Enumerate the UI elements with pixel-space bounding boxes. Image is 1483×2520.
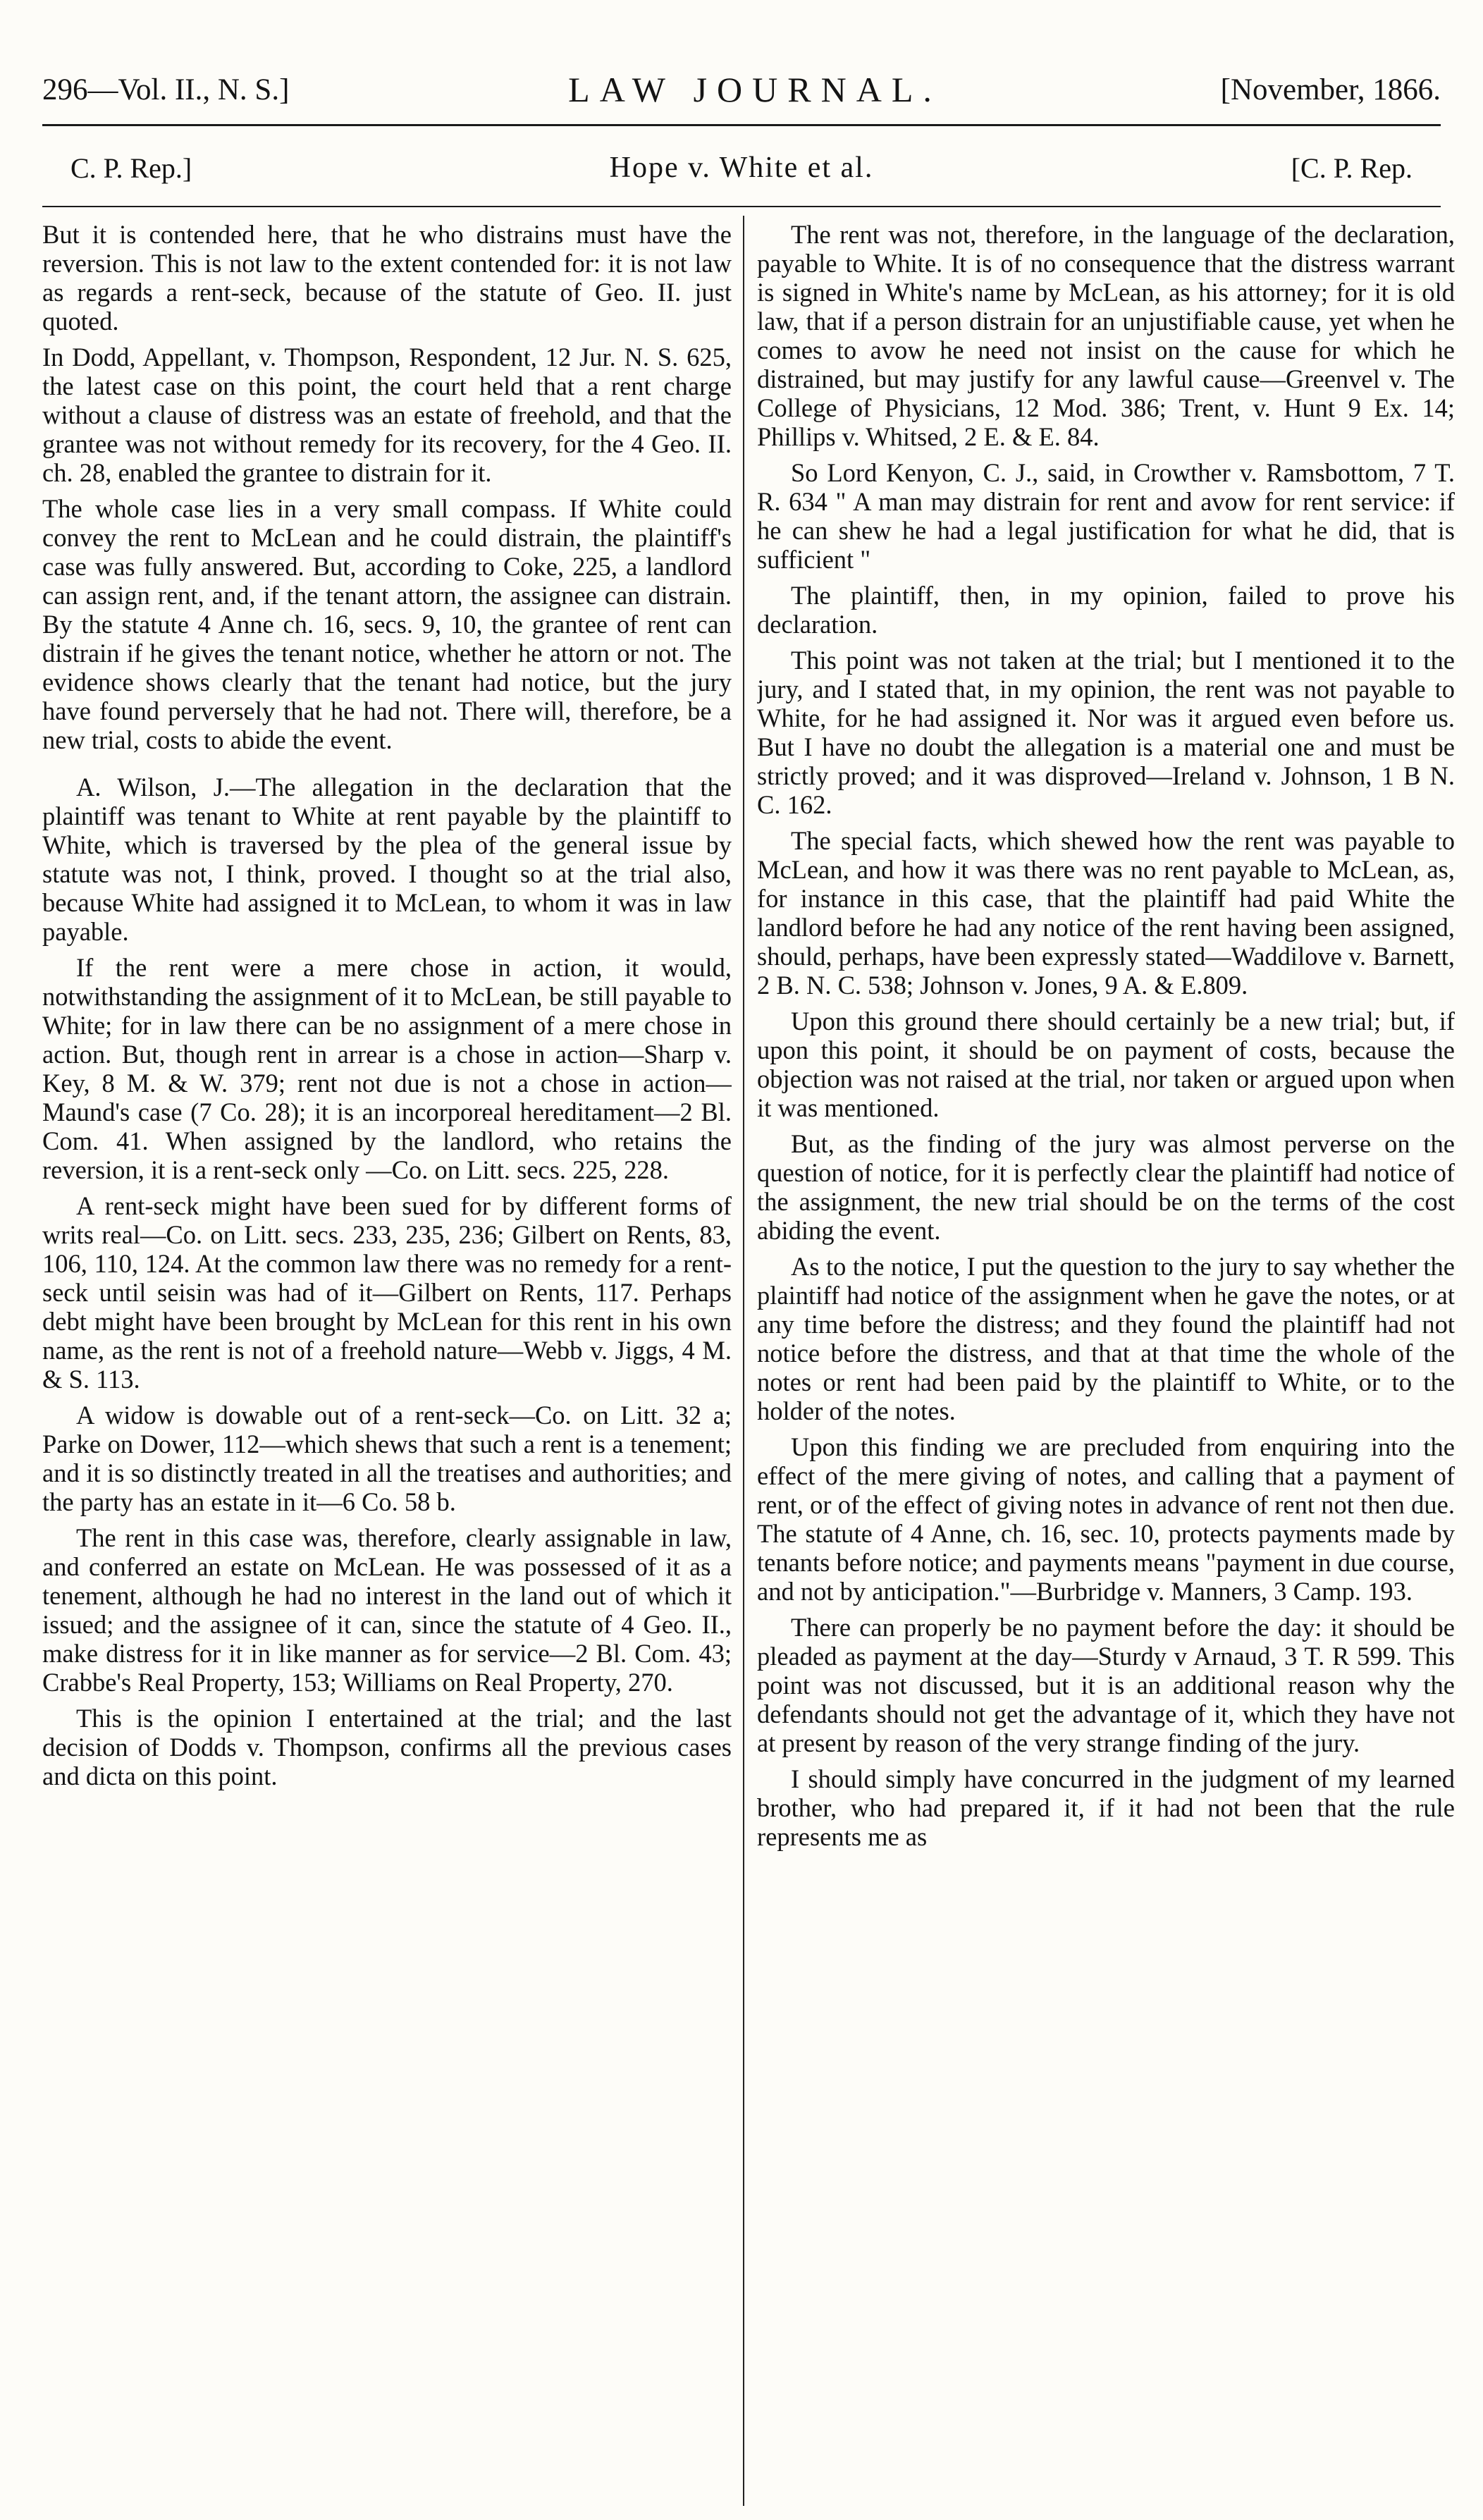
paragraph: The plaintiff, then, in my opinion, failed to prove his declaration. (757, 581, 1455, 639)
paragraph: Upon this finding we are precluded from enquiring into the effect of the mere giving of notes, and calling that a payment of rent, or of the effect of giving notes in advance of rent not then due. The statute of 4 Anne, ch. 16, sec. 10, protects payments made by tenants before notice; and payments means "payment in due course, and not by anticipation."—Burbridge v. Manners, 3 Camp. 193. (757, 1432, 1455, 1606)
paragraph: So Lord Kenyon, C. J., said, in Crowther v. Ramsbottom, 7 T. R. 634 " A man may distrain for rent and avow for rent service: if he can shew he had a legal justification for what he did, that is sufficient " (757, 458, 1455, 574)
column-divider (743, 216, 744, 2506)
paragraph: As to the notice, I put the question to the jury to say whether the plaintiff had notice of the assignment when he gave the notes, or at any time before the distress; and they found the plaintiff had not notice before the distress, and that at that time the whole of the notes or rent had been paid by the plaintiff to White, or to the holder of the notes. (757, 1252, 1455, 1425)
paragraph: A rent-seck might have been sued for by different forms of writs real—Co. on Litt. secs. 233, 235, 236; Gilbert on Rents, 83, 106, 110, 124. At the common law there was no remedy for a rent-seck until seisin was had of it—Gilbert on Rents, 117. Perhaps debt might have been brought by McLean for this rent in his own name, as the rent is not of a freehold nature—Webb v. Jiggs, 4 M. & S. 113. (42, 1191, 732, 1394)
page-masthead (42, 65, 1441, 114)
paragraph: The rent was not, therefore, in the language of the declaration, payable to White. It is of no consequence that the distress warrant is signed in White's name by McLean, as his attorney; for it is old law, that if a person distrain for an unjustifiable cause, yet when he comes to avow he need not insist on the cause for which he distrained, but may justify for any lawful cause—Greenvel v. The College of Physicians, 12 Mod. 386; Trent, v. Hunt 9 Ex. 14; Phillips v. Whitsed, 2 E. & E. 84. (757, 220, 1455, 451)
paragraph: The special facts, which shewed how the rent was payable to McLean, and how it was there was no rent payable to McLean, as, for instance in this case, that the plaintiff had paid White the landlord before he had any notice of the rent having been assigned, should, perhaps, have been expressly stated—Waddilove v. Barnett, 2 B. N. C. 538; Johnson v. Jones, 9 A. & E.809. (757, 826, 1455, 1000)
running-head (70, 147, 1413, 189)
report-section-right: [C. P. Rep. (1291, 152, 1413, 184)
paragraph: There can properly be no payment before the day: it should be pleaded as payment at the day—Sturdy v Arnaud, 3 T. R 599. This point was not discussed, but it is an additional reason why the defendants should not get the advantage of it, which they have not at present by reason of the very strange finding of the jury. (757, 1613, 1455, 1757)
paragraph: The whole case lies in a very small compass. If White could convey the rent to McLean and he could distrain, the plaintiff's case was fully answered. But, according to Coke, 225, a landlord can assign rent, and, if the tenant attorn, the assignee can distrain. By the statute 4 Anne ch. 16, secs. 9, 10, the grantee of rent can distrain if he gives the tenant notice, whether he attorn or not. The evidence shows clearly that the tenant had notice, but the jury have found perversely that he had not. There will, therefore, be a new trial, costs to abide the event. (42, 494, 732, 754)
paragraph: But it is contended here, that he who distrains must have the reversion. This is not law to the extent contended for: it is not law as regards a rent-seck, because of the statute of Geo. II. just quoted. (42, 220, 732, 336)
paragraph: A widow is dowable out of a rent-seck—Co. on Litt. 32 a; Parke on Dower, 112—which shews that such a rent is a tenement; and it is so distinctly treated in all the treatises and authorities; and the party has an estate in it—6 Co. 58 b. (42, 1401, 732, 1516)
paragraph: But, as the finding of the jury was almost perverse on the question of notice, for it is perfectly clear the plaintiff had notice of the assignment, the new trial should be on the terms of the cost abiding the event. (757, 1129, 1455, 1245)
right-column (757, 220, 1455, 2492)
running-head-rule (42, 206, 1441, 207)
journal-title: LAW JOURNAL. (568, 70, 942, 109)
paragraph: This is the opinion I entertained at the trial; and the last decision of Dodds v. Thompson, confirms all the previous cases and dicta on this point. (42, 1704, 732, 1790)
paragraph: If the rent were a mere chose in action, it would, notwithstanding the assignment of it to McLean, be still payable to White; for in law there can be no assignment of a mere chose in action. But, though rent in arrear is a chose in action—Sharp v. Key, 8 M. & W. 379; rent not due is not a chose in action—Maund's case (7 Co. 28); it is an incorporeal hereditament—2 Bl. Com. 41. When assigned by the landlord, who retains the reversion, it is a rent-seck only —Co. on Litt. secs. 225, 228. (42, 953, 732, 1184)
left-column (42, 220, 732, 2492)
paragraph: A. Wilson, J.—The allegation in the declaration that the plaintiff was tenant to White at rent payable by the plaintiff to White, which is traversed by the plea of the general issue by statute was not, I think, proved. I thought so at the trial also, because White had assigned it to McLean, to whom it was in law payable. (42, 773, 732, 946)
volume-reference: 296—Vol. II., N. S.] (42, 73, 290, 106)
issue-date: [November, 1866. (1220, 73, 1441, 106)
report-section-left: C. P. Rep.] (70, 152, 192, 184)
masthead-rule (42, 124, 1441, 126)
paragraph: Upon this ground there should certainly be a new trial; but, if upon this point, it should be on payment of costs, because the objection was not raised at the trial, nor taken or argued upon when it was mentioned. (757, 1007, 1455, 1122)
paragraph: In Dodd, Appellant, v. Thompson, Respondent, 12 Jur. N. S. 625, the latest case on this point, the court held that a rent charge without a clause of distress was an estate of freehold, and that the grantee was not without remedy for its recovery, for the 4 Geo. II. ch. 28, enabled the grantee to distrain for it. (42, 343, 732, 487)
paragraph: This point was not taken at the trial; but I mentioned it to the jury, and I stated that, in my opinion, the rent was not payable to White, for he had assigned it. Nor was it argued even before us. But I have no doubt the allegation is a material one and must be strictly proved; and it was disproved—Ireland v. Johnson, 1 B N. C. 162. (757, 646, 1455, 819)
paragraph: The rent in this case was, therefore, clearly assignable in law, and conferred an estate on McLean. He was possessed of it as a tenement, although he had no interest in the land out of which it issued; and the assignee of it can, since the statute of 4 Geo. II., make distress for it in like manner as for service—2 Bl. Com. 43; Crabbe's Real Property, 153; Williams on Real Property, 270. (42, 1523, 732, 1697)
paragraph: I should simply have concurred in the judgment of my learned brother, who had prepared it, if it had not been that the rule represents me as (757, 1764, 1455, 1851)
case-name: Hope v. White et al. (609, 152, 874, 184)
